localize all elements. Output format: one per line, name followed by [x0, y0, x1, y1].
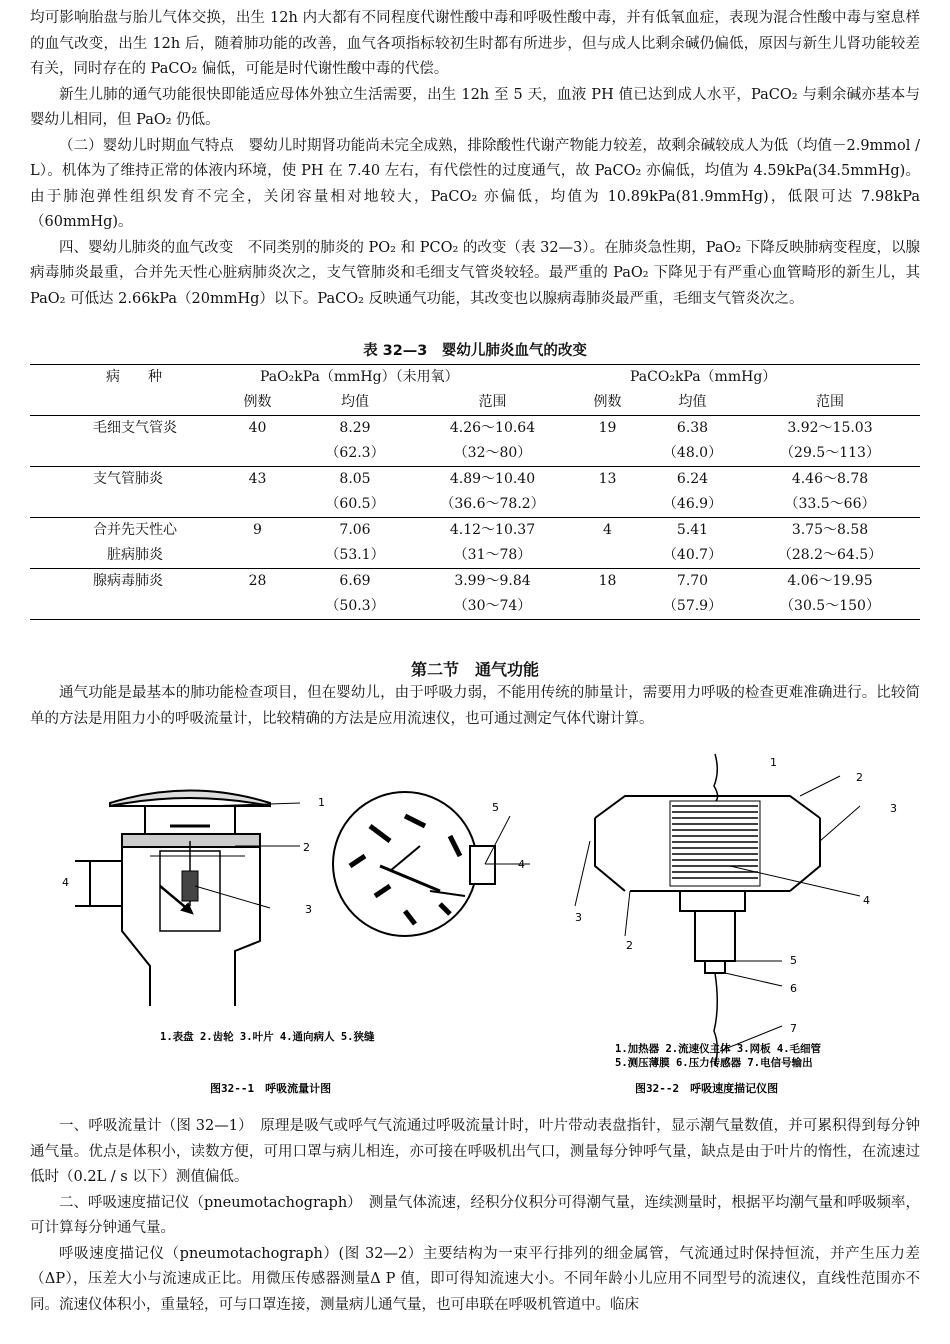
fig2-label: 4 — [863, 894, 870, 907]
fig1-label: 4 — [62, 876, 69, 889]
table-row: 脏病肺炎 （53.1） （31～78） （40.7） （28.2～64.5） — [30, 543, 920, 569]
fig1-label: 5 — [492, 801, 499, 814]
header-paco2: PaCO₂kPa（mmHg） — [570, 365, 920, 391]
paragraph: 通气功能是最基本的肺功能检查项目，但在婴幼儿，由于呼吸力弱，不能用传统的肺量计，需要用力呼吸的检查更难准确进行。比较简单的方法是用阻力小的呼吸流量计，比较精确的方法是应用流速仪，也可通过测定气体代谢计算。 — [30, 685, 920, 727]
fig1-label: 4 — [518, 858, 525, 871]
figures-area — [30, 746, 920, 1106]
fig2-label: 2 — [626, 939, 633, 952]
fig2-label: 2 — [856, 771, 863, 784]
fig2-legend: 1.加热器 2.流速仪主体 3.网板 4.毛细管 — [615, 1043, 822, 1055]
fig1-label: 3 — [305, 903, 312, 916]
flowmeter-slit-drawing — [333, 792, 530, 936]
fig2-title: 图32--2 呼吸速度描记仪图 — [635, 1082, 779, 1095]
paragraph: 新生儿肺的通气功能很快即能适应母体外独立生活需要，出生 12h 至 5 天，血液 PH 值已达到成人水平，PaCO₂ 与剩余碱亦基本与婴幼儿相同，但 PaO₂ 仍低。 — [30, 86, 920, 128]
fig2-legend: 5.测压薄膜 6.压力传感器 7.电信号输出 — [615, 1057, 813, 1069]
paragraph: 四、婴幼儿肺炎的血气改变 不同类别的肺炎的 PO₂ 和 PCO₂ 的改变（表 32—3）。在肺炎急性期，PaO₂ 下降反映肺病变程度，以腺病毒肺炎最重，合并先天性心脏病肺炎次之，支气管肺炎和毛细支气管炎较轻。最严重的 PaO₂ 下降见于有严重心血管畸形的新生儿，其 PaO₂ 可低达 2.66kPa（20mmHg）以下。PaCO₂ 反映通气功能，其改变也以腺病毒肺炎最严重，毛细支气管炎次之。 — [30, 239, 920, 307]
table-row: 毛细支气管炎 40 8.29 4.26～10.64 19 6.38 3.92～15.03 — [93, 420, 873, 436]
fig2-label: 7 — [790, 1022, 797, 1035]
fig2-label: 1 — [770, 756, 777, 769]
table-row: （62.3） （32～80） （48.0） （29.5～113） — [30, 441, 920, 467]
fig1-title: 图32--1 呼吸流量计图 — [210, 1082, 332, 1095]
header-disease: 病 种 — [30, 365, 220, 391]
table-row: （50.3） （30～74） （57.9） （30.5～150） — [30, 594, 920, 620]
paragraph: 二、呼吸速度描记仪（pneumotachograph） 测量气体流速，经积分仪积分可得潮气量，连续测量时，根据平均潮气量和呼吸频率，可计算每分钟通气量。 — [30, 1194, 920, 1236]
fig2-label: 5 — [790, 954, 797, 967]
table-row: 腺病毒肺炎 28 6.69 3.99～9.84 18 7.70 4.06～19.95 — [93, 573, 873, 589]
subheader: 均值 — [645, 390, 740, 416]
fig1-label: 1 — [318, 796, 325, 809]
paragraph: （二）婴幼儿时期血气特点 婴幼儿时期肾功能尚未完全成熟，排除酸性代谢产物能力较差，故剩余碱较成人为低（均值－2.9mmol / L）。机体为了维持正常的体液内环境，使 PH 在 7.40 左右，有代偿性的过度通气，故 PaCO₂ 亦偏低，均值为 4.59kPa(34.5mmHg)。由于肺泡弹性组织发育不完全，关闭容量相对地较大，PaCO₂ 亦偏低，均值为 10.89kPa(81.9mmHg)，低限可达 7.98kPa（60mmHg)。 — [30, 137, 920, 230]
subheader: 例数 — [220, 390, 295, 416]
fig1-label: 2 — [303, 841, 310, 854]
section-title: 第二节 通气功能 — [410, 660, 539, 679]
subheader: 范围 — [415, 390, 570, 416]
pneumotachograph-drawing — [575, 754, 860, 1066]
flowmeter-drawing — [75, 791, 300, 1007]
table-caption: 表 32—3 婴幼儿肺炎血气的改变 — [363, 343, 587, 359]
subheader: 例数 — [570, 390, 645, 416]
table-row: （60.5） （36.6～78.2） （46.9） （33.5～66） — [30, 492, 920, 518]
paragraph: 呼吸速度描记仪（pneumotachograph）(图 32—2）主要结构为一束平行排列的细金属管，气流通过时保持恒流，并产生压力差（ΔP），压差大小与流速成正比。用微压传感器测量Δ P 值，即可得知流速大小。不同年龄小儿应用不同型号的流速仪，直线性范围亦不同。流速仪体积小，重量轻，可与口罩连接，测量病儿通气量，也可串联在呼吸机管道中。临床 — [30, 1245, 920, 1313]
subheader: 范围 — [740, 390, 920, 416]
figures-svg — [30, 746, 920, 1106]
fig1-legend: 1.表盘 2.齿轮 3.叶片 4.通向病人 5.狭缝 — [160, 1031, 375, 1043]
fig2-label: 6 — [790, 982, 797, 995]
subheader: 均值 — [295, 390, 415, 416]
document-page — [30, 6, 920, 1313]
table-row: 合并先天性心 9 7.06 4.12～10.37 4 5.41 3.75～8.58 — [93, 522, 869, 538]
header-pao2: PaO₂kPa（mmHg）（未用氧） — [220, 365, 570, 391]
paragraph: 一、呼吸流量计（图 32—1） 原理是吸气或呼气气流通过呼吸流量计时，叶片带动表盘指针，显示潮气量数值，并可累积得到每分钟通气量。优点是体积小，读数方便，可用口罩与病儿相连，亦可接在呼吸机出气口，测量每分钟呼气量，缺点是由于叶片的惰性，在流速过低时（0.2L / s 以下）测值偏低。 — [30, 1118, 920, 1185]
table-row: 支气管肺炎 43 8.05 4.89～10.40 13 6.24 4.46～8.78 — [93, 471, 869, 487]
paragraph: 均可影响胎盘与胎儿气体交换，出生 12h 内大都有不同程度代谢性酸中毒和呼吸性酸中毒，并有低氧血症，表现为混合性酸中毒与窒息样的血气改变，出生 12h 后，随着肺功能的改善，血气各项指标较初生时都有所进步，但与成人比剩余碱仍偏低，原因与新生儿肾功能较差有关，同时存在的 PaCO₂ 偏低，可能是时代谢性酸中毒的代偿。 — [30, 10, 920, 77]
fig2-label: 3 — [575, 911, 582, 924]
blood-gas-table — [30, 364, 920, 620]
fig2-label: 3 — [890, 802, 897, 815]
